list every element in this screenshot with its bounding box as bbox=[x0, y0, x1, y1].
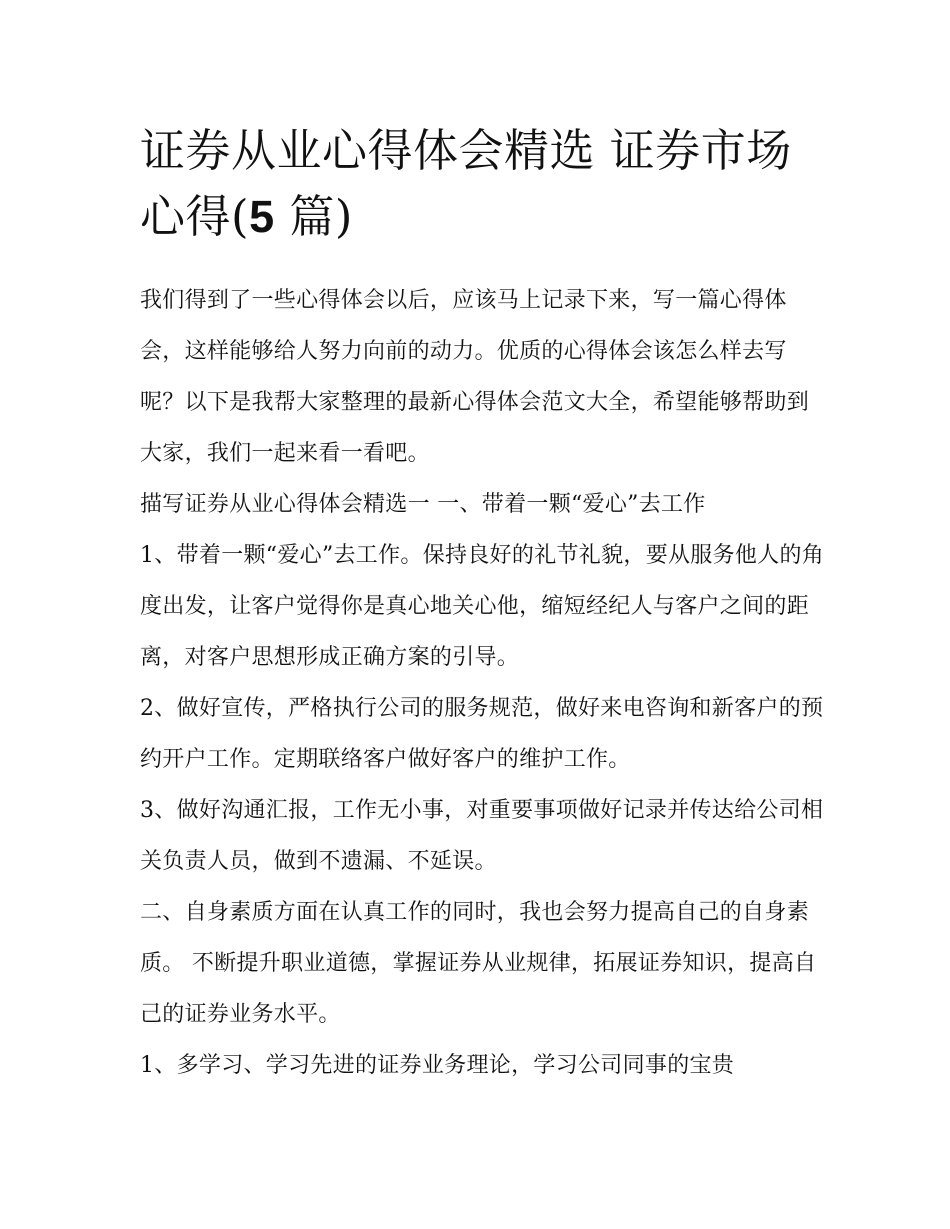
paragraph-section-two: 二、自身素质方面在认真工作的同时，我也会努力提高自己的自身素质。 不断提升职业道德，掌握证券从业规律，拓展证券知识，提高自己的证券业务水平。 bbox=[140, 900, 817, 1027]
title-number: 5 bbox=[249, 191, 275, 242]
title-main: 证券从业心得体会精选 证券市场心得( bbox=[140, 124, 792, 243]
paragraph-item-1: 1、带着一颗“爱心”去工作。保持良好的礼节礼貌，要从服务他人的角度出发，让客户觉得你是真心地关心他，缩短经纪人与客户之间的距离，对客户思想形成正确方案的引导。 bbox=[140, 543, 825, 670]
paragraph-item-two-1: 1、多学习、学习先进的证券业务理论，学习公司同事的宝贵 bbox=[140, 1053, 735, 1078]
title-tail: 篇) bbox=[274, 190, 353, 243]
document-title bbox=[140, 118, 830, 250]
document-body bbox=[140, 275, 830, 1091]
paragraph-intro: 我们得到了一些心得体会以后，应该马上记录下来，写一篇心得体会，这样能够给人努力向前的动力。优质的心得体会该怎么样去写呢？以下是我帮大家整理的最新心得体会范文大全，希望能够帮助到大家，我们一起来看一看吧。 bbox=[140, 288, 810, 466]
paragraph-item-3: 3、做好沟通汇报，工作无小事，对重要事项做好记录并传达给公司相关负责人员，做到不遗漏、不延误。 bbox=[140, 798, 824, 874]
paragraph-section-heading: 描写证券从业心得体会精选一 一、带着一颗“爱心”去工作 bbox=[140, 492, 706, 517]
paragraph-item-2: 2、做好宣传，严格执行公司的服务规范，做好来电咨询和新客户的预约开户工作。定期联络客户做好客户的维护工作。 bbox=[140, 696, 824, 772]
